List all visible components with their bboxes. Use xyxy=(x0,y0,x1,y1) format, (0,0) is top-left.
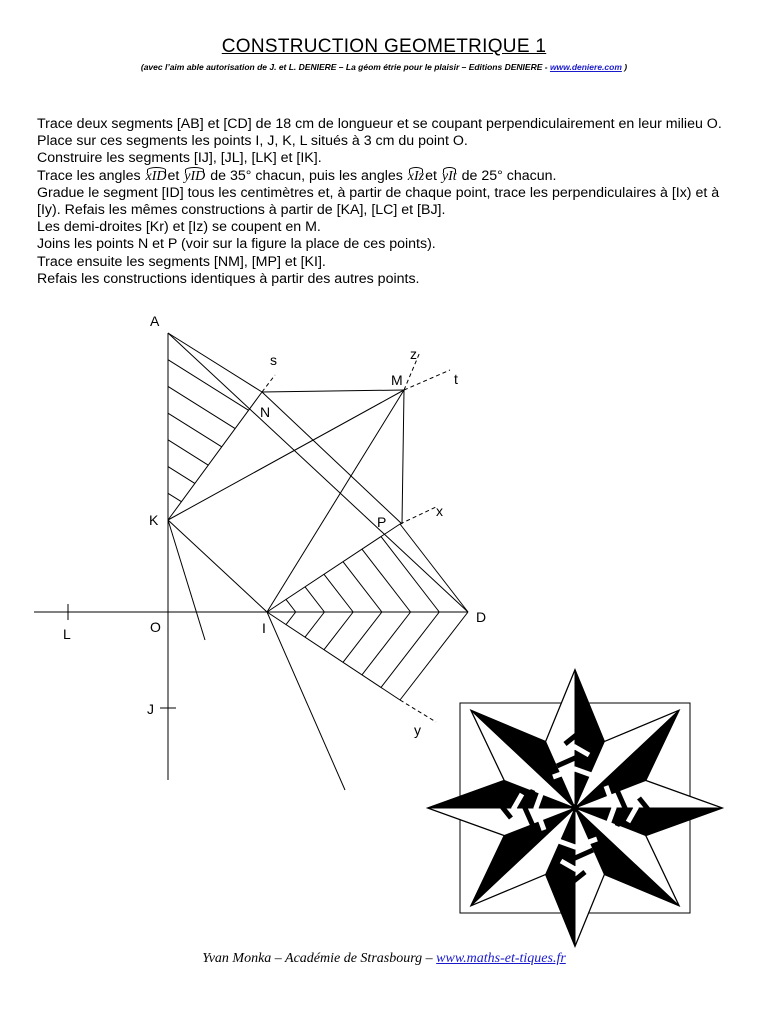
construction-labels xyxy=(63,313,486,738)
perp-k-5 xyxy=(168,386,235,428)
perp-x-5 xyxy=(362,549,411,612)
segment-pd xyxy=(400,524,468,612)
ray-iy xyxy=(267,612,400,700)
segment-ki xyxy=(168,520,267,612)
label-m: M xyxy=(391,372,403,388)
instruction-4a: Trace les angles xyxy=(37,167,145,184)
label-k: K xyxy=(149,512,159,528)
page-title: CONSTRUCTION GEOMETRIQUE 1 xyxy=(221,36,547,57)
label-y: y xyxy=(414,722,421,738)
credit-text: (avec l’aim able autorisation de J. et L. DENIERE – La géom étrie pour le plaisir – Editions DENIERE - xyxy=(140,62,550,72)
angle-xiz: xIz xyxy=(407,168,425,184)
instruction-2: Place sur ces segments les points I, J, K, L situés à 3 cm du point O. xyxy=(37,133,468,150)
ray-k-lower xyxy=(168,520,205,640)
instruction-3: Construire les segments [IJ], [JL], [LK] et [IK]. xyxy=(37,150,322,167)
ray-kt-dashed xyxy=(404,370,450,390)
label-n: N xyxy=(260,404,271,420)
perp-x-1 xyxy=(286,599,296,612)
instruction-4e: de 25° chacun. xyxy=(457,167,557,184)
instruction-9: Refais les constructions identiques à partir des autres points. xyxy=(37,270,420,287)
label-l: L xyxy=(63,626,71,642)
label-z: z xyxy=(410,346,417,362)
label-d: D xyxy=(476,609,487,625)
perp-x-3 xyxy=(324,574,353,612)
ray-kn xyxy=(168,392,262,520)
ray-it-lower xyxy=(267,612,345,790)
ray-ix-dashed xyxy=(400,507,436,524)
label-j: J xyxy=(147,701,154,717)
perp-k-6 xyxy=(168,360,249,411)
segment-im xyxy=(267,390,404,612)
segment-np xyxy=(262,392,402,524)
perp-y-3 xyxy=(324,612,353,650)
instruction-4b: et xyxy=(167,167,184,184)
perp-k-4 xyxy=(168,413,222,447)
instruction-4d: et xyxy=(425,167,441,184)
label-x: x xyxy=(436,503,443,519)
footer-text: Yvan Monka – Académie de Strasbourg – xyxy=(202,951,437,966)
segment-an xyxy=(168,333,262,392)
perp-k-3 xyxy=(168,440,208,465)
segment-mp xyxy=(402,390,404,524)
perp-k-2 xyxy=(168,467,195,484)
deniere-link[interactable]: www.deniere.com xyxy=(549,62,622,72)
angle-yid: yID xyxy=(184,168,206,184)
perp-y-4 xyxy=(343,612,382,662)
instruction-7: Joins les points N et P (voir sur la figure la place de ces points). xyxy=(37,236,436,253)
label-i: I xyxy=(262,620,266,636)
label-p: P xyxy=(377,514,387,530)
angle-yit: yIt xyxy=(441,168,457,184)
ray-ix xyxy=(267,524,400,612)
instruction-1: Trace deux segments [AB] et [CD] de 18 cm de longueur et se coupant perpendiculairement en leur milieu O. xyxy=(37,116,722,132)
instruction-4c: de 35° chacun, puis les angles xyxy=(206,167,407,184)
footer xyxy=(0,951,768,967)
perp-y-1 xyxy=(286,612,296,625)
perp-x-2 xyxy=(305,587,324,612)
label-o: O xyxy=(150,619,161,635)
instruction-8: Trace ensuite les segments [NM], [MP] et [KI]. xyxy=(37,253,326,270)
ray-ks-dashed xyxy=(262,375,275,392)
perp-k-1 xyxy=(168,493,181,501)
perp-y-2 xyxy=(305,612,324,637)
star-pattern xyxy=(428,670,722,946)
segment-km xyxy=(168,390,404,520)
segment-yd xyxy=(400,612,468,700)
maths-et-tiques-link[interactable]: www.maths-et-tiques.fr xyxy=(436,951,566,966)
label-t: t xyxy=(454,371,458,387)
ray-iy-dashed xyxy=(400,700,436,722)
construction-figure xyxy=(34,333,468,790)
perp-x-6 xyxy=(381,537,439,612)
segment-ad xyxy=(168,333,468,612)
segment-nm xyxy=(262,390,404,392)
label-s: s xyxy=(270,352,277,368)
instruction-5: Gradue le segment [ID] tous les centimètres et, à partir de chaque point, trace les perpendiculaires à [Ix) et à [Iy). Refais les mêmes constructions à partir de [KA], [LC] et [BJ]. xyxy=(37,184,720,219)
perp-x-4 xyxy=(343,562,382,612)
star-center xyxy=(571,804,579,812)
perp-y-5 xyxy=(362,612,411,675)
instruction-6: Les demi-droites [Kr) et [Iz) se coupent en M. xyxy=(37,219,321,236)
credit-close: ) xyxy=(621,62,628,72)
label-a: A xyxy=(150,313,160,329)
perp-y-6 xyxy=(381,612,439,687)
angle-xid: xID xyxy=(145,168,167,184)
